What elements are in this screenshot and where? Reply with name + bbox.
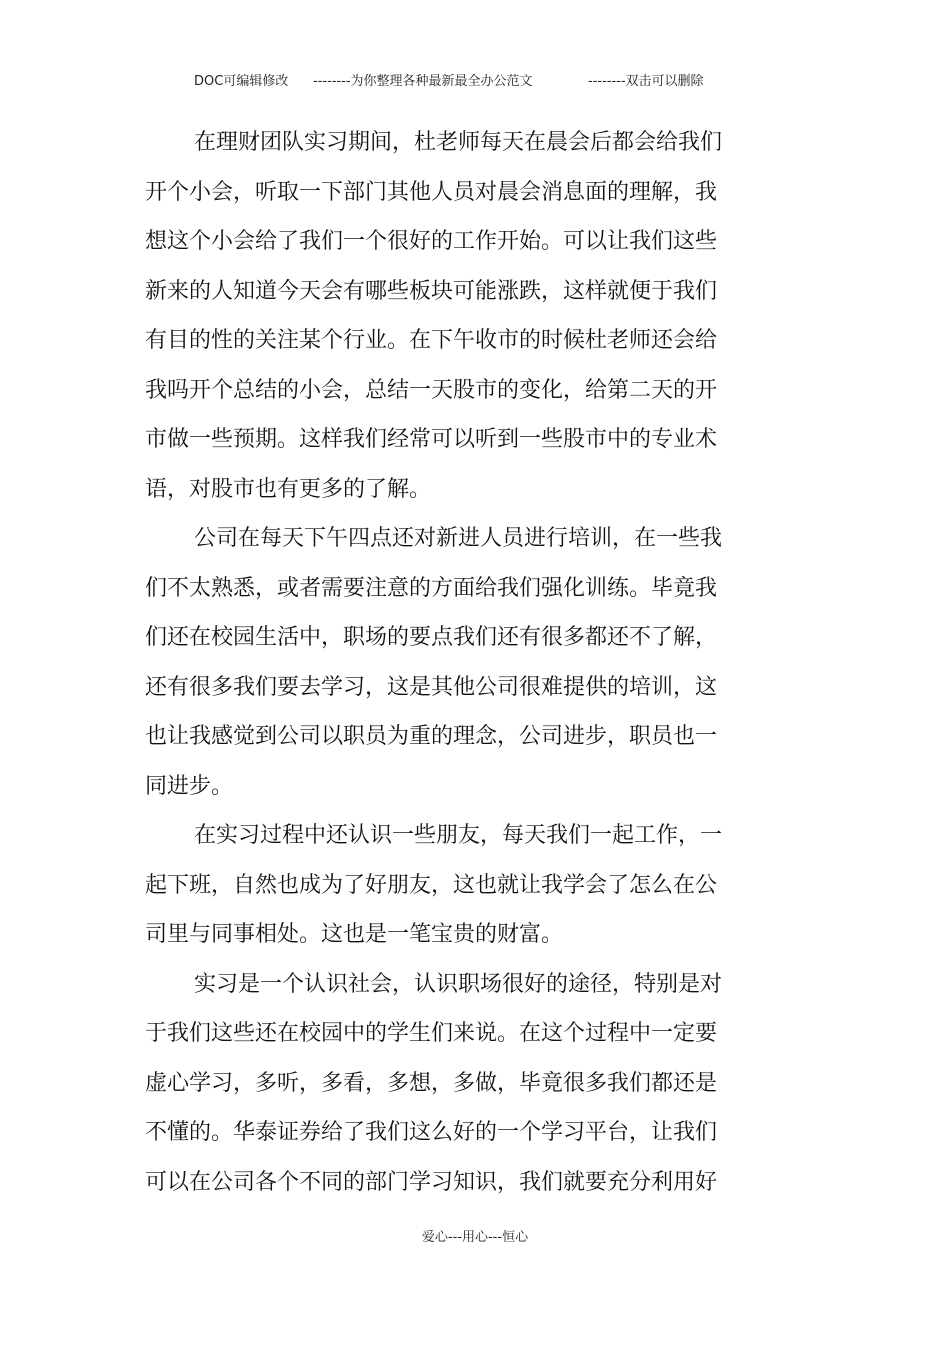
text-line: 新来的人知道今天会有哪些板块可能涨跌，这样就便于我们 [145, 278, 718, 304]
paragraph [145, 514, 745, 811]
text-line: 于我们这些还在校园中的学生们来说。在这个过程中一定要 [145, 1021, 718, 1046]
header-slogan: --------为你整理各种最新最全办公范文 [313, 74, 533, 89]
text-line: 不懂的。华泰证券给了我们这么好的一个学习平台，让我们 [145, 1120, 718, 1145]
text-line: 市做一些预期。这样我们经常可以听到一些股市中的专业术 [145, 427, 718, 452]
text-line: 起下班，自然也成为了好朋友，这也就让我学会了怎么在公 [145, 872, 718, 898]
document-body [145, 118, 745, 1207]
text-line: 实习是一个认识社会，认识职场很好的途径，特别是对 [194, 971, 723, 997]
text-line: 司里与同事相处。这也是一笔宝贵的财富。 [145, 922, 564, 947]
text-line: 虚心学习，多听，多看，多想，多做，毕竟很多我们都还是 [145, 1070, 718, 1096]
header-doc-label: DOC可编辑修改 [194, 74, 289, 89]
text-line: 在理财团队实习期间，杜老师每天在晨会后都会给我们 [194, 130, 723, 155]
text-line: 可以在公司各个不同的部门学习知识，我们就要充分利用好 [145, 1169, 718, 1195]
text-line: 公司在每天下午四点还对新进人员进行培训，在一些我 [194, 526, 723, 551]
text-line: 想这个小会给了我们一个很好的工作开始。可以让我们这些 [145, 229, 718, 254]
text-line: 也让我感觉到公司以职员为重的理念，公司进步，职员也一 [145, 724, 718, 749]
text-line: 还有很多我们要去学习，这是其他公司很难提供的培训，这 [145, 674, 718, 700]
header-delete-hint: --------双击可以删除 [588, 74, 704, 89]
text-line: 们还在校园生活中，职场的要点我们还有很多都还不了解， [145, 625, 718, 650]
text-line: 有目的性的关注某个行业。在下午收市的时候杜老师还会给 [145, 328, 718, 353]
text-line: 同进步。 [145, 773, 234, 799]
page-footer: 爱心---用心---恒心 [421, 1230, 529, 1245]
text-line: 我吗开个总结的小会，总结一天股市的变化，给第二天的开 [145, 377, 718, 403]
paragraph [145, 960, 745, 1208]
paragraph [145, 811, 745, 960]
text-line: 在实习过程中还认识一些朋友，每天我们一起工作，一 [194, 823, 723, 848]
text-line: 们不太熟悉，或者需要注意的方面给我们强化训练。毕竟我 [145, 575, 718, 601]
text-line: 开个小会，听取一下部门其他人员对晨会消息面的理解，我 [145, 179, 718, 205]
text-line: 语，对股市也有更多的了解。 [145, 476, 432, 502]
paragraph [145, 118, 745, 514]
